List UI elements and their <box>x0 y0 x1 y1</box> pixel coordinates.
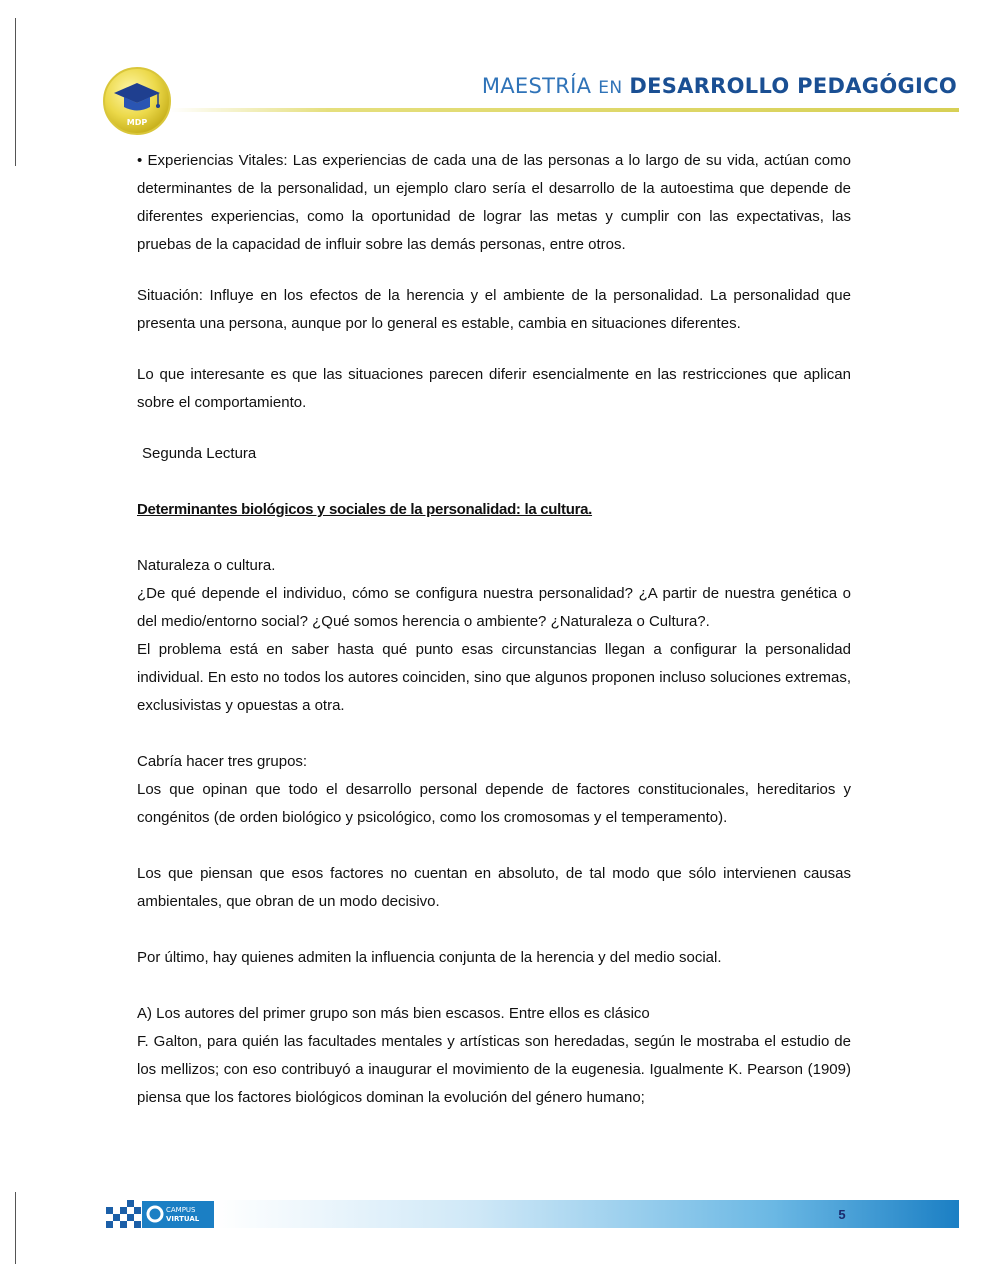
section-label-segunda-lectura: Segunda Lectura <box>142 445 257 462</box>
header-title-program: DESARROLLO PEDAGÓGICO <box>629 74 957 98</box>
paragraph-piensan: Los que piensan que esos factores no cuentan en absoluto, de tal modo que sólo intervienen causas ambientales, que obran de un modo decisivo. <box>137 865 851 910</box>
campus-virtual-logo <box>104 1197 216 1231</box>
paragraph-autores: A) Los autores del primer grupo son más bien escasos. Entre ellos es clásico <box>137 1005 650 1022</box>
paragraph-situacion: Situación: Influye en los efectos de la herencia y el ambiente de la personalidad. La personalidad que presenta una persona, aunque por lo general es estable, cambia en situaciones diferentes. <box>137 287 851 332</box>
header-title <box>482 74 957 98</box>
paragraph-experiencias: • Experiencias Vitales: Las experiencias de cada una de las personas a lo largo de su vida, actúan como determinantes de la personalidad, un ejemplo claro sería el desarrollo de la autoestima que depende de diferentes experiencias, como la oportunidad de lograr las metas y cumplir con las expectativas, las pruebas de la capacidad de influir sobre las demás personas, entre otros. <box>137 152 851 253</box>
header-rule <box>170 108 959 112</box>
document-body <box>137 147 851 1112</box>
paragraph-interesante: Lo que interesante es que las situaciones parecen diferir esencialmente en las restricciones que aplican sobre el comportamiento. <box>137 366 851 411</box>
footer-brand-line1: CAMPUS <box>166 1206 196 1214</box>
left-margin-line-top <box>15 18 16 166</box>
header-title-en: EN <box>598 78 623 98</box>
section-heading: Determinantes biológicos y sociales de la personalidad: la cultura. <box>137 501 593 518</box>
paragraph-pregunta: ¿De qué depende el individuo, cómo se configura nuestra personalidad? ¿A partir de nuestra genética o del medio/entorno social? ¿Qué somos herencia o ambiente? ¿Naturaleza o Cultura?. <box>137 585 851 630</box>
paragraph-ultimo: Por último, hay quienes admiten la influencia conjunta de la herencia y del medio social. <box>137 949 722 966</box>
left-margin-line-bottom <box>15 1192 16 1264</box>
paragraph-cabria: Cabría hacer tres grupos: <box>137 753 308 770</box>
logo-label: MDP <box>126 118 148 127</box>
paragraph-naturaleza: Naturaleza o cultura. <box>137 557 276 574</box>
header-title-maestria: MAESTRÍA <box>481 74 592 98</box>
mdp-logo <box>102 66 172 136</box>
paragraph-galton: F. Galton, para quién las facultades mentales y artísticas son heredadas, según le mostraba el estudio de los mellizos; con eso contribuyó a inaugurar el movimiento de la eugenesia. Igualmente K. Pearson (1909) piensa que los factores biológicos dominan la evolución del género humano; <box>137 1033 851 1106</box>
footer-brand-line2: VIRTUAL <box>166 1215 200 1223</box>
page-number: 5 <box>838 1207 846 1222</box>
paragraph-opinan: Los que opinan que todo el desarrollo personal depende de factores constitucionales, hereditarios y congénitos (de orden biológico y psicológico, como los cromosomas y el temperamento). <box>137 781 851 826</box>
paragraph-problema: El problema está en saber hasta qué punto esas circunstancias llegan a configurar la personalidad individual. En esto no todos los autores coinciden, sino que algunos proponen incluso soluciones extremas, exclusivistas y opuestas a otra. <box>137 641 851 714</box>
